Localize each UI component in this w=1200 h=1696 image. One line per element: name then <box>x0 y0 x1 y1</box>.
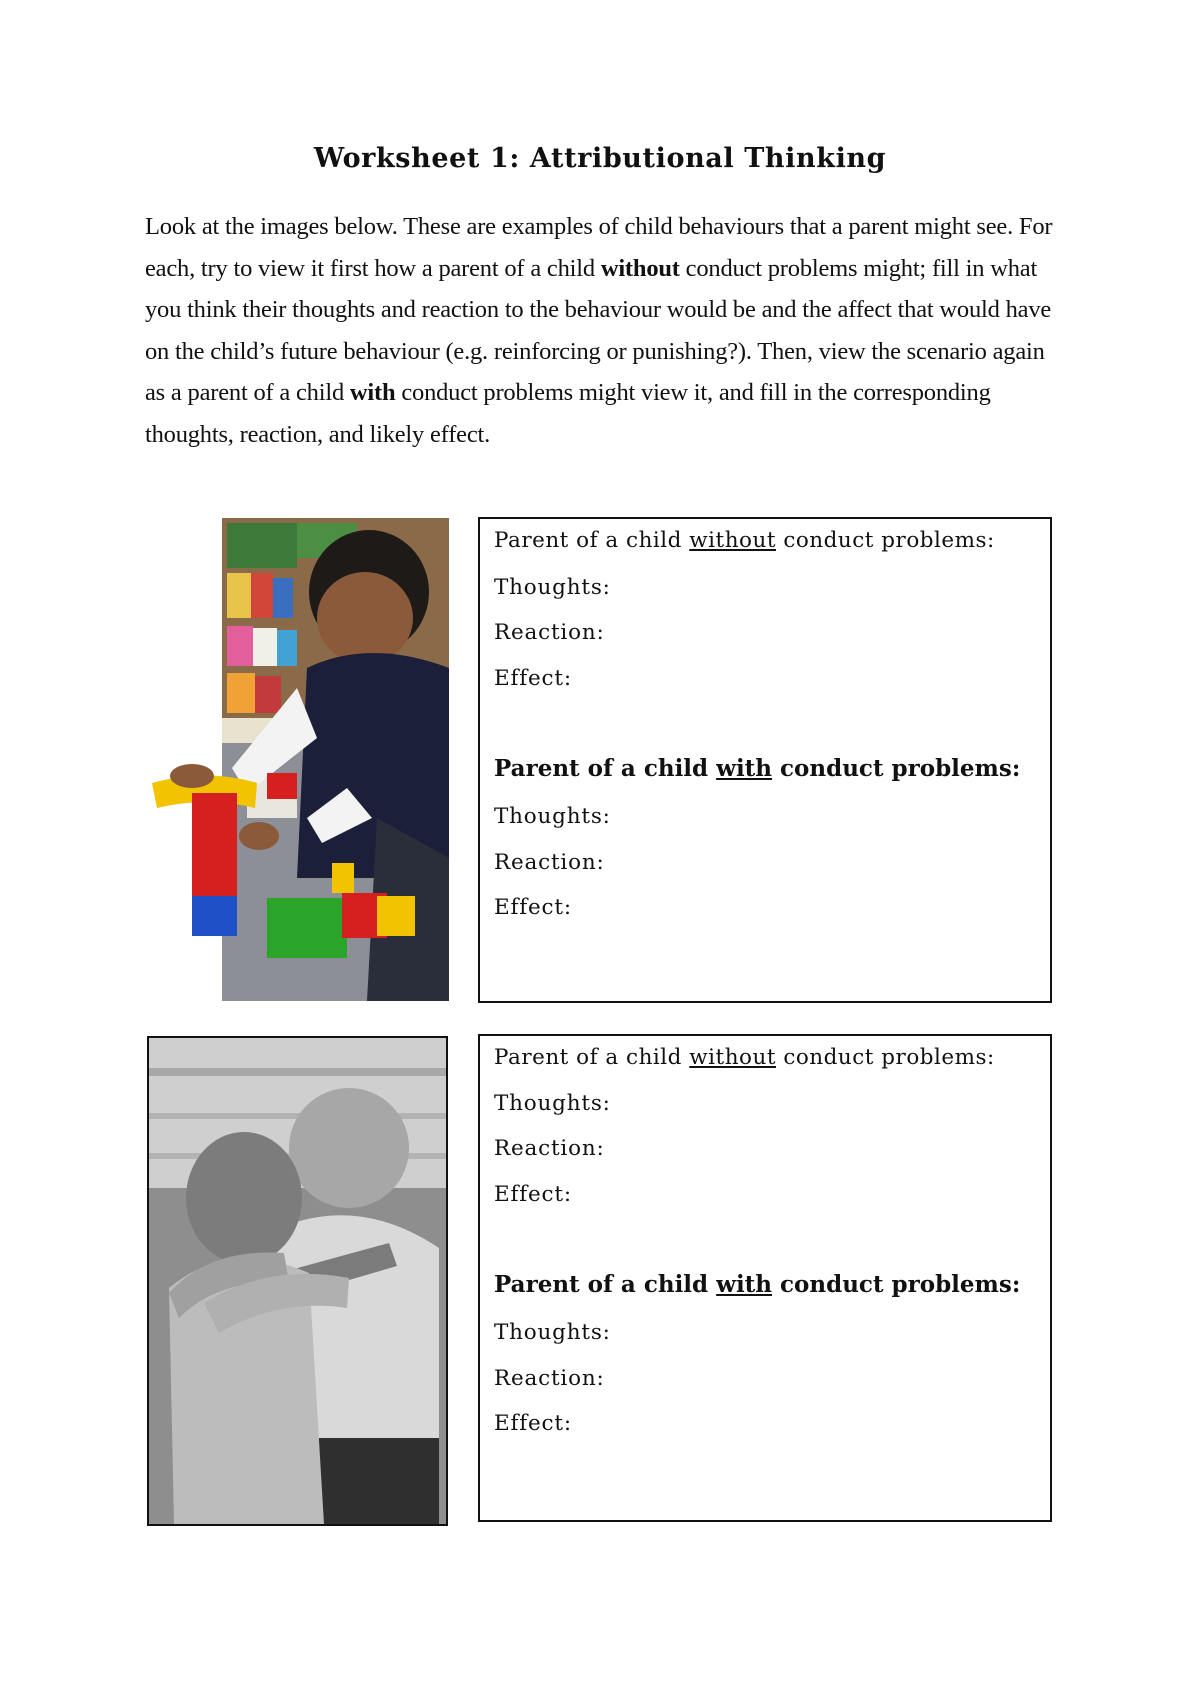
child-blocks-illustration <box>147 518 449 1001</box>
header-text: Parent of a child <box>494 528 690 553</box>
header-with-conduct-problems <box>494 755 1020 782</box>
header-emphasis: without <box>689 528 776 553</box>
header-emphasis: with <box>716 755 773 782</box>
thoughts-label: Thoughts: <box>494 804 611 829</box>
header-text: Parent of a child <box>494 1271 717 1298</box>
effect-label: Effect: <box>494 666 572 691</box>
header-text: Parent of a child <box>494 1045 690 1070</box>
header-text: Parent of a child <box>494 755 717 782</box>
header-with-conduct-problems <box>494 1271 1020 1298</box>
header-text: conduct problems: <box>775 528 995 553</box>
response-box-1 <box>478 517 1052 1003</box>
effect-label: Effect: <box>494 1411 572 1436</box>
intro-bold-with: with <box>349 379 396 407</box>
header-text: conduct problems: <box>775 1045 995 1070</box>
header-text: conduct problems: <box>772 1271 1021 1298</box>
intro-text-1: Look at the images below. These are examples of child behaviours that a parent might see. For each, try to view it first how a parent of a child <box>145 213 1053 282</box>
thoughts-label: Thoughts: <box>494 1320 611 1345</box>
thoughts-label: Thoughts: <box>494 1091 611 1116</box>
header-text: conduct problems: <box>772 755 1021 782</box>
reaction-label: Reaction: <box>494 1136 605 1161</box>
boys-hugging-illustration <box>149 1038 446 1524</box>
photo-child-blocks <box>147 518 449 1001</box>
response-box-2 <box>478 1034 1052 1522</box>
reaction-label: Reaction: <box>494 620 605 645</box>
effect-label: Effect: <box>494 1182 572 1207</box>
header-emphasis: without <box>689 1045 776 1070</box>
reaction-label: Reaction: <box>494 1366 605 1391</box>
intro-bold-without: without <box>600 254 680 282</box>
header-emphasis: with <box>716 1271 773 1298</box>
intro-paragraph <box>145 206 1065 456</box>
header-without-conduct-problems <box>494 528 995 553</box>
intro-text-2: conduct problems might; fill in what you think their thoughts and reaction to the behaviour would be and the affect that would have on the child’s future behaviour (e.g. reinforcing or punishing?). Then, view the scenario again as a parent of a child <box>145 254 1052 407</box>
thoughts-label: Thoughts: <box>494 575 611 600</box>
header-without-conduct-problems <box>494 1045 995 1070</box>
worksheet-title: Worksheet 1: Attributional Thinking <box>313 143 887 174</box>
reaction-label: Reaction: <box>494 850 605 875</box>
photo-boys-hugging <box>147 1036 448 1526</box>
intro-text-3: conduct problems might view it, and fill in the corresponding thoughts, reaction, and likely effect. <box>145 379 991 448</box>
effect-label: Effect: <box>494 895 572 920</box>
